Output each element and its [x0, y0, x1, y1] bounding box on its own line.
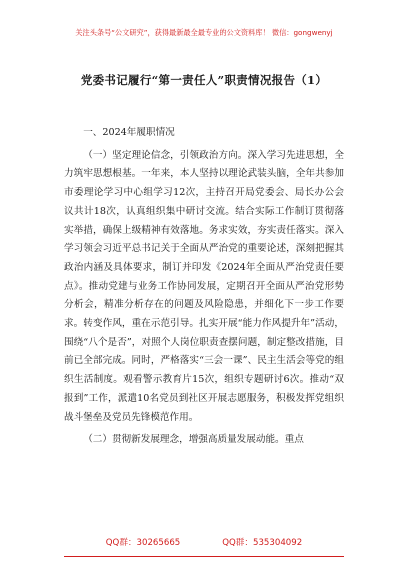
- next-paragraph-start: （二）贯彻新发展理念，增强高质量发展动能。重点: [83, 434, 304, 446]
- document-body: [64, 124, 344, 450]
- document-title: 党委书记履行“第一责任人”职责情况报告（1）: [80, 73, 328, 87]
- footer-contact: [0, 536, 408, 548]
- body-paragraph: （一）坚定理论信念，引领政治方向。深入学习先进思想，全力筑牢思想根基。一年来，本人坚持以理论武装头脑，全年共参加市委理论学习中心组学习12次，主持召开局党委会、局长办公会议共计18次，认真组织集中研讨交流。结合实际工作制订贯彻落实举措，确保上级精神有效落地。务求实效，夯实责任落实。深入学习领会习近平总书记关于全面从严治党的重要论述，深刻把握其政治内涵及具体要求，制订并印发《2024年全面从严治党责任要点》。推动党建与业务工作协同发展，定期召开全面从严治党形势分析会，精准分析存在的问题及风险隐患，并细化下一步工作要求。转变作风，重在示范引导。扎实开展“能力作风提升年”活动，围绕“八个是否”，对照个人岗位职责查摆问题，制定整改措施，目前已全部完成。同时，严格落实“三会一课”、民主生活会等党的组织生活制度。观看警示教育片15次，组织专题研讨6次。推动“双报到”工作，派遣10名党员到社区开展志愿服务，积极发挥党组织战斗堡垒及党员先锋模范作用。: [64, 149, 344, 423]
- header-banner: 关注头条号“公文研究”，获得最新最全最专业的公文资料库！ 微信：gongwenyj: [75, 28, 333, 37]
- footer-qq-group-2: QQ群：535304092: [222, 538, 303, 548]
- footer-divider: [64, 556, 344, 557]
- footer-qq-group-1: QQ群：30265665: [105, 538, 181, 548]
- section-heading: 一、2024年履职情况: [83, 127, 175, 138]
